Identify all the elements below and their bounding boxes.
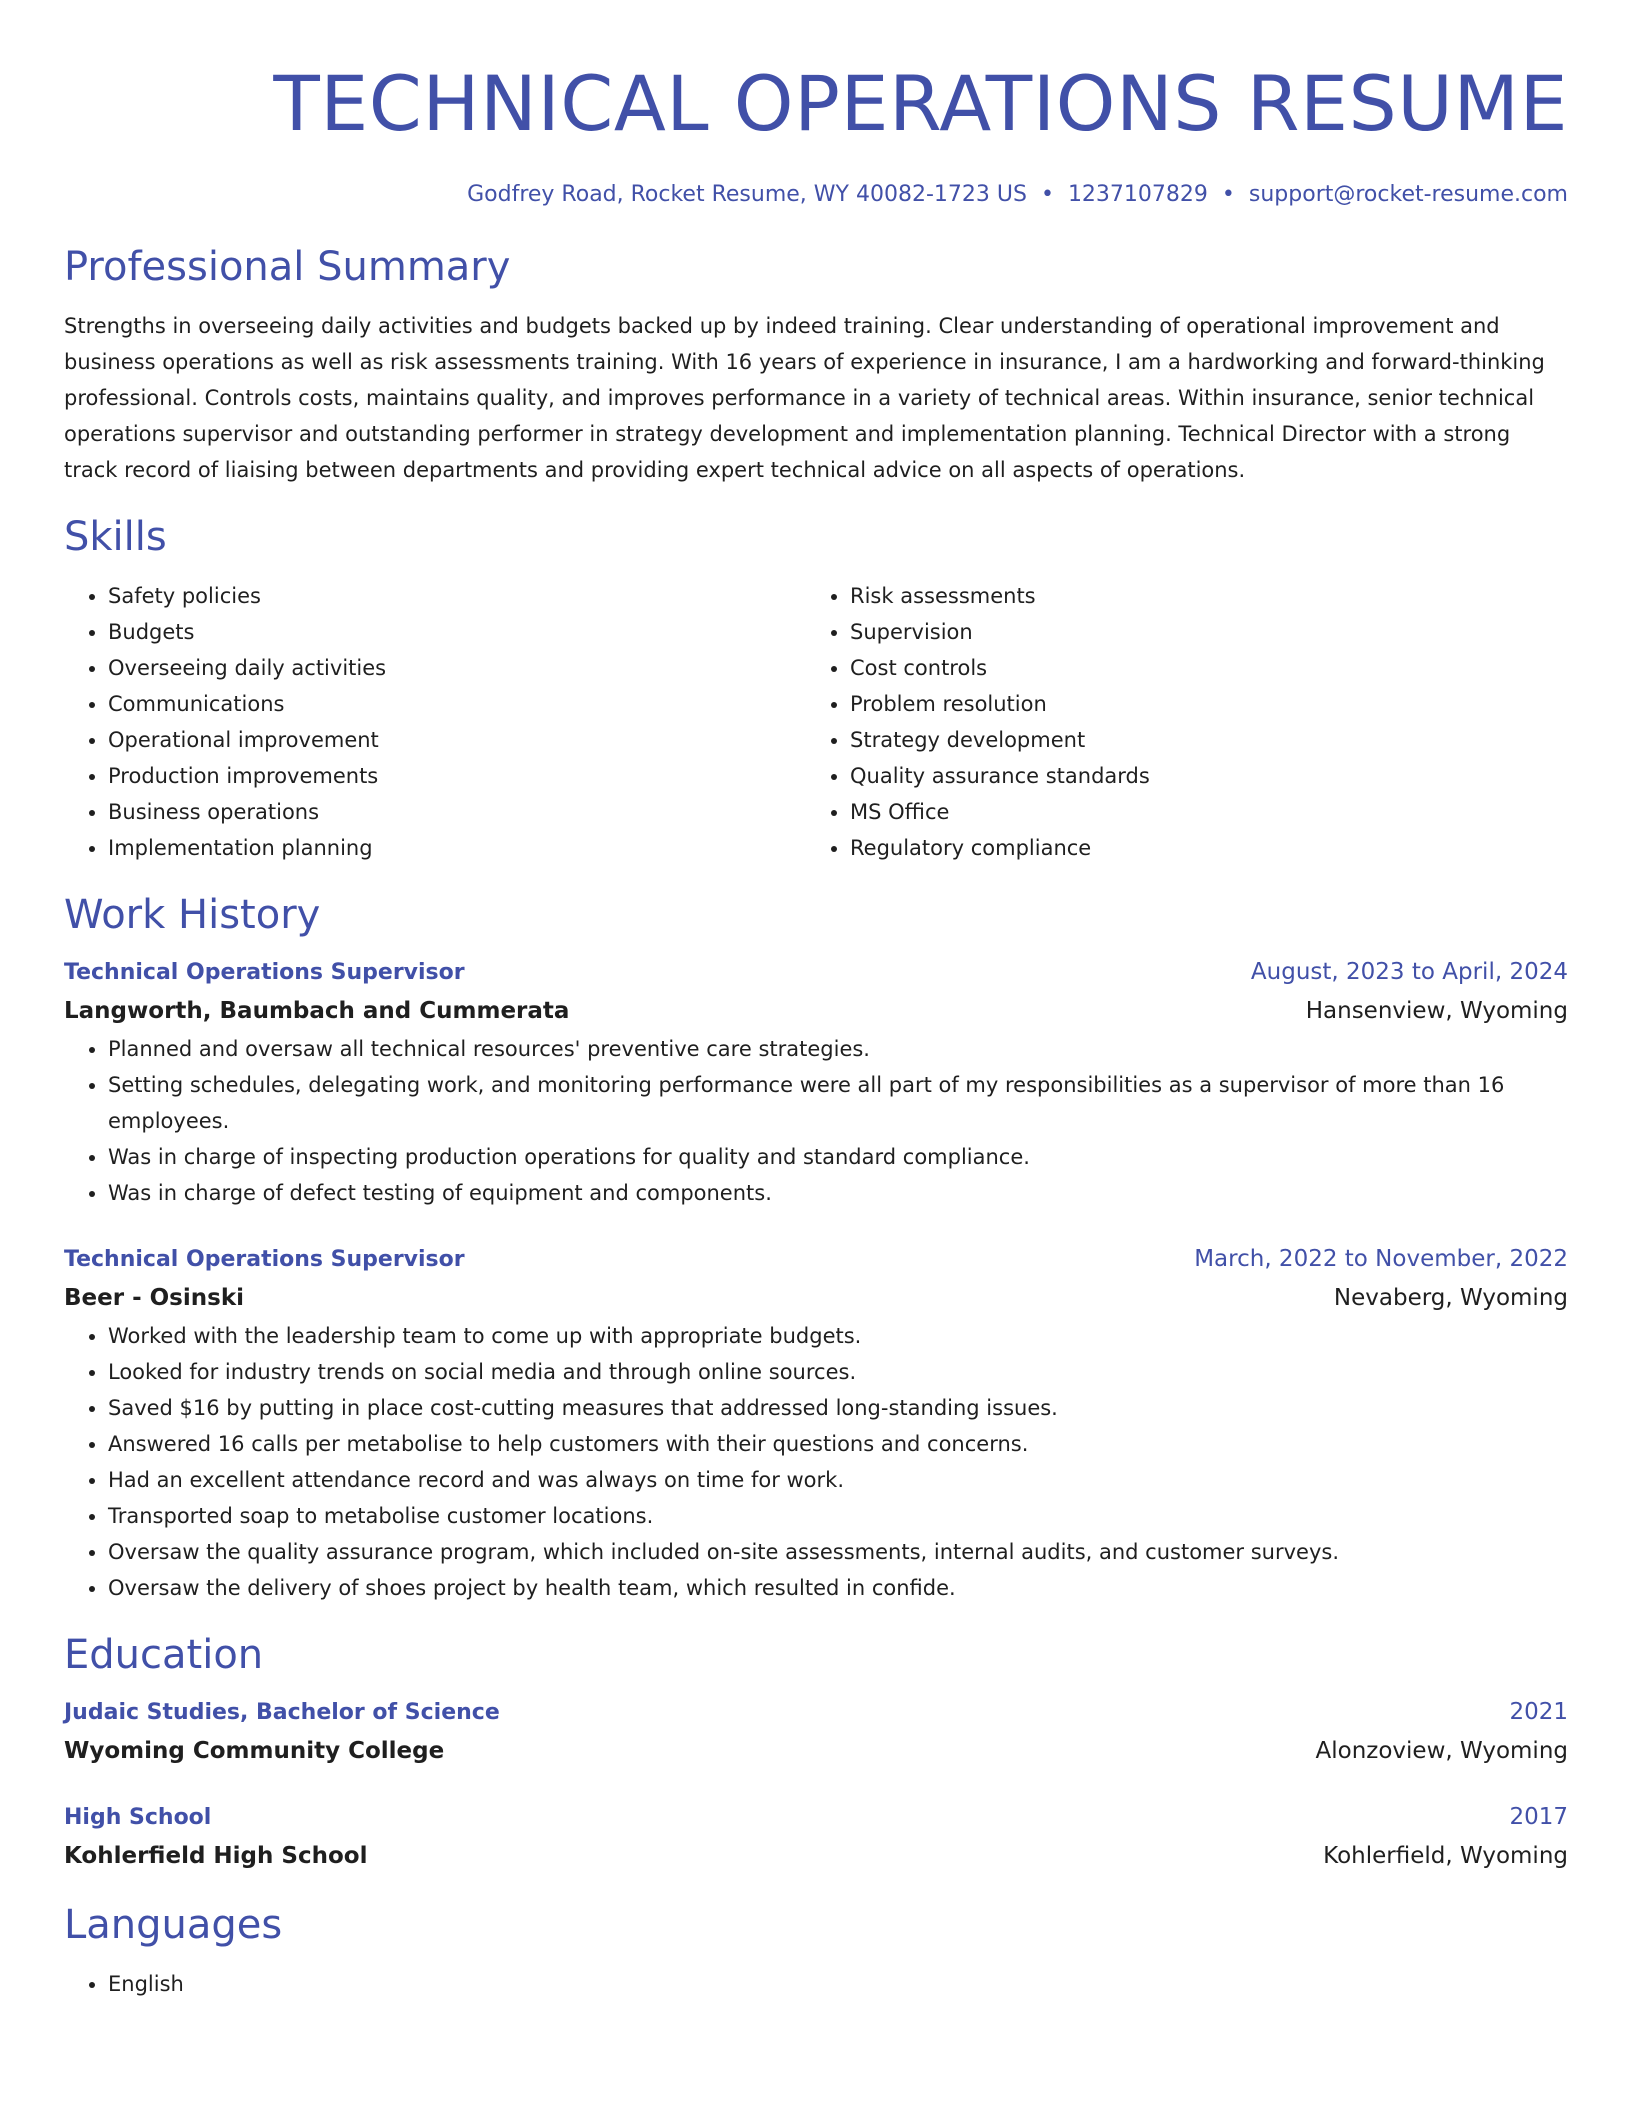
job-dates: March, 2022 to November, 2022 bbox=[1194, 1246, 1568, 1272]
skill-item: • Problem resolution bbox=[850, 686, 1548, 722]
education-school-line bbox=[64, 1731, 1568, 1771]
job-dates: August, 2023 to April, 2024 bbox=[1250, 959, 1568, 985]
job-company-line bbox=[64, 1278, 1568, 1318]
summary-section bbox=[64, 240, 1568, 488]
skill-item: • Risk assessments bbox=[850, 578, 1548, 614]
job-location: Hansenview, Wyoming bbox=[1305, 998, 1568, 1024]
skill-item: • Business operations bbox=[108, 794, 806, 830]
skill-item: • Implementation planning bbox=[108, 830, 806, 866]
job-entry bbox=[64, 954, 1568, 1211]
skill-item: • Operational improvement bbox=[108, 722, 806, 758]
job-title: Technical Operations Supervisor bbox=[64, 960, 465, 985]
skill-item: • Supervision bbox=[850, 614, 1548, 650]
job-bullet: • Oversaw the quality assurance program, which included on-site assessments, internal audits, and customer surveys. bbox=[108, 1534, 1568, 1570]
contact-separator: • bbox=[1221, 182, 1235, 207]
resume-title: TECHNICAL OPERATIONS RESUME bbox=[273, 59, 1568, 148]
skill-item: • Communications bbox=[108, 686, 806, 722]
contact-separator: • bbox=[1040, 182, 1054, 207]
skills-heading: Skills bbox=[64, 514, 167, 560]
job-bullet: • Was in charge of inspecting production operations for quality and standard compliance. bbox=[108, 1139, 1568, 1175]
skill-item: • MS Office bbox=[850, 794, 1548, 830]
job-company-line bbox=[64, 991, 1568, 1031]
contact-email: support@rocket-resume.com bbox=[1248, 182, 1568, 207]
education-degree: High School bbox=[64, 1805, 212, 1830]
job-bullets bbox=[64, 1318, 1568, 1606]
skill-item: • Strategy development bbox=[850, 722, 1548, 758]
skill-item: • Safety policies bbox=[108, 578, 806, 614]
education-entry bbox=[64, 1694, 1568, 1771]
job-bullet: • Saved $16 by putting in place cost-cutting measures that addressed long-standing issues. bbox=[108, 1390, 1568, 1426]
education-school: Kohlerfield High School bbox=[64, 1843, 368, 1869]
education-degree: Judaic Studies, Bachelor of Science bbox=[64, 1700, 500, 1725]
job-bullet: • Looked for industry trends on social media and through online sources. bbox=[108, 1354, 1568, 1390]
job-company: Langworth, Baumbach and Cummerata bbox=[64, 998, 570, 1024]
contact-line bbox=[64, 180, 1568, 210]
work-history-section bbox=[64, 888, 1568, 1606]
job-bullet: • Had an excellent attendance record and was always on time for work. bbox=[108, 1462, 1568, 1498]
languages-list bbox=[64, 1966, 1568, 2002]
job-bullet: • Transported soap to metabolise customer locations. bbox=[108, 1498, 1568, 1534]
skills-column-left bbox=[64, 578, 806, 866]
education-location: Kohlerfield, Wyoming bbox=[1323, 1843, 1568, 1869]
skill-item: • Budgets bbox=[108, 614, 806, 650]
job-bullet: • Setting schedules, delegating work, and monitoring performance were all part of my responsibilities as a supervisor of more than 16 employees. bbox=[108, 1067, 1568, 1139]
education-year: 2021 bbox=[1509, 1699, 1568, 1725]
language-item: • English bbox=[108, 1966, 1568, 2002]
job-bullet: • Was in charge of defect testing of equipment and components. bbox=[108, 1175, 1568, 1211]
languages-section bbox=[64, 1898, 1568, 2002]
job-location: Nevaberg, Wyoming bbox=[1333, 1285, 1568, 1311]
education-location: Alonzoview, Wyoming bbox=[1315, 1738, 1568, 1764]
job-header bbox=[64, 954, 1568, 991]
skill-item: • Quality assurance standards bbox=[850, 758, 1548, 794]
education-entry bbox=[64, 1799, 1568, 1876]
job-company: Beer - Osinski bbox=[64, 1285, 245, 1311]
education-heading: Education bbox=[64, 1632, 264, 1678]
work-history-heading: Work History bbox=[64, 892, 321, 938]
job-bullet: • Planned and oversaw all technical resources' preventive care strategies. bbox=[108, 1031, 1568, 1067]
job-header bbox=[64, 1241, 1568, 1278]
skill-item: • Overseeing daily activities bbox=[108, 650, 806, 686]
education-header bbox=[64, 1799, 1568, 1836]
contact-address: Godfrey Road, Rocket Resume, WY 40082-1723 US bbox=[467, 182, 1027, 207]
job-bullet: • Worked with the leadership team to come up with appropriate budgets. bbox=[108, 1318, 1568, 1354]
summary-text: Strengths in overseeing daily activities and budgets backed up by indeed training. Clear understanding of operational improvement and business operations as well as risk assessments training. With 16 years of experience in insurance, I am a hardworking and forward-thinking professional. Controls costs, maintains quality, and improves performance in a variety of technical areas. Within insurance, senior technical operations supervisor and outstanding performer in strategy development and implementation planning. Technical Director with a strong track record of liaising between departments and providing expert technical advice on all aspects of operations. bbox=[64, 314, 1545, 482]
job-bullet: • Answered 16 calls per metabolise to help customers with their questions and concerns. bbox=[108, 1426, 1568, 1462]
skill-item: • Production improvements bbox=[108, 758, 806, 794]
contact-phone: 1237107829 bbox=[1067, 182, 1208, 207]
education-school-line bbox=[64, 1836, 1568, 1876]
summary-heading: Professional Summary bbox=[64, 244, 511, 290]
job-entry bbox=[64, 1241, 1568, 1606]
skill-item: • Regulatory compliance bbox=[850, 830, 1548, 866]
languages-heading: Languages bbox=[64, 1902, 283, 1948]
job-bullet: • Oversaw the delivery of shoes project by health team, which resulted in confide. bbox=[108, 1570, 1568, 1606]
skills-column-right bbox=[806, 578, 1548, 866]
education-school: Wyoming Community College bbox=[64, 1738, 445, 1764]
skills-section bbox=[64, 510, 1568, 866]
education-section bbox=[64, 1628, 1568, 1876]
job-title: Technical Operations Supervisor bbox=[64, 1247, 465, 1272]
education-header bbox=[64, 1694, 1568, 1731]
skill-item: • Cost controls bbox=[850, 650, 1548, 686]
skills-columns bbox=[64, 578, 1568, 866]
job-bullets bbox=[64, 1031, 1568, 1211]
education-year: 2017 bbox=[1509, 1804, 1568, 1830]
